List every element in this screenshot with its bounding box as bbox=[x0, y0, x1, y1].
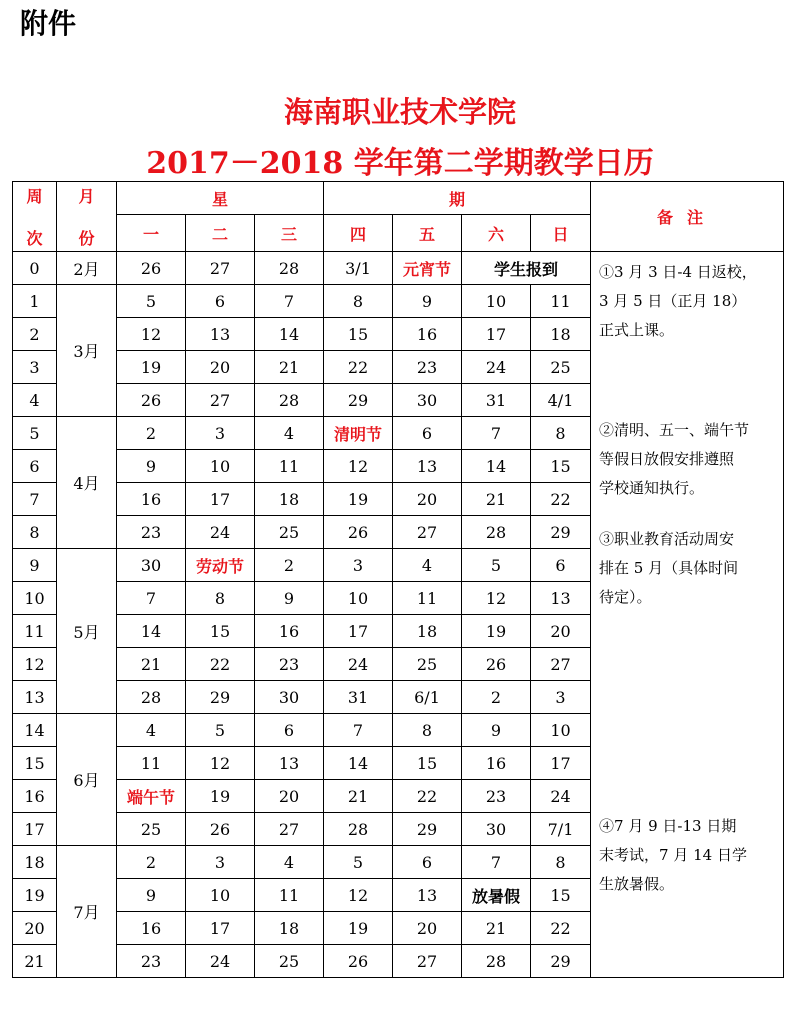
day-cell: 9 bbox=[117, 450, 186, 483]
day-cell: 8 bbox=[531, 846, 591, 879]
day-cell: 11 bbox=[255, 879, 324, 912]
day-cell: 25 bbox=[117, 813, 186, 846]
remark-note-line: 待定）。 bbox=[599, 588, 652, 606]
day-cell: 14 bbox=[324, 747, 393, 780]
day-cell: 8 bbox=[324, 285, 393, 318]
day-cell: 9 bbox=[117, 879, 186, 912]
remark-note-line: 末考试，7 月 14 日学 bbox=[599, 846, 747, 864]
note-spacer bbox=[599, 503, 779, 525]
holiday-cell: 端午节 bbox=[117, 780, 186, 813]
day-cell: 7 bbox=[117, 582, 186, 615]
remark-note-line: ①3 月 3 日-4 日返校， bbox=[599, 263, 757, 281]
day-cell: 22 bbox=[393, 780, 462, 813]
week-number: 19 bbox=[13, 879, 57, 912]
day-cell: 27 bbox=[186, 252, 255, 285]
day-cell: 20 bbox=[255, 780, 324, 813]
day-cell: 19 bbox=[186, 780, 255, 813]
remark-note-line: ③职业教育活动周安 bbox=[599, 530, 735, 548]
college-title: 海南职业技术学院 bbox=[283, 95, 516, 129]
day-cell: 23 bbox=[117, 945, 186, 978]
day-cell: 4 bbox=[255, 417, 324, 450]
remark-note-line: 正式上课。 bbox=[599, 321, 675, 339]
day-cell: 24 bbox=[186, 945, 255, 978]
day-cell: 19 bbox=[462, 615, 531, 648]
day-cell: 30 bbox=[393, 384, 462, 417]
day-cell: 9 bbox=[462, 714, 531, 747]
week-number: 11 bbox=[13, 615, 57, 648]
day-cell: 25 bbox=[255, 516, 324, 549]
month-cell: 6月 bbox=[57, 714, 117, 846]
day-cell: 13 bbox=[393, 450, 462, 483]
day-cell: 7 bbox=[462, 846, 531, 879]
day-cell: 2 bbox=[117, 846, 186, 879]
day-cell: 17 bbox=[186, 483, 255, 516]
day-cell: 3/1 bbox=[324, 252, 393, 285]
weekday-group-header-left: 星 bbox=[117, 182, 324, 215]
event-cell: 学生报到 bbox=[462, 252, 591, 285]
day-cell: 12 bbox=[462, 582, 531, 615]
remark-note-line: 等假日放假安排遵照 bbox=[599, 450, 735, 468]
day-cell: 30 bbox=[117, 549, 186, 582]
day-cell: 10 bbox=[186, 879, 255, 912]
day-cell: 23 bbox=[462, 780, 531, 813]
day-cell: 16 bbox=[255, 615, 324, 648]
day-cell: 12 bbox=[324, 450, 393, 483]
day-cell: 18 bbox=[531, 318, 591, 351]
day-cell: 29 bbox=[324, 384, 393, 417]
day-cell: 30 bbox=[255, 681, 324, 714]
day-cell: 12 bbox=[117, 318, 186, 351]
day-cell: 4/1 bbox=[531, 384, 591, 417]
day-cell: 24 bbox=[462, 351, 531, 384]
day-cell: 20 bbox=[393, 483, 462, 516]
day-cell: 12 bbox=[324, 879, 393, 912]
remarks-cell bbox=[591, 252, 784, 978]
week-number: 5 bbox=[13, 417, 57, 450]
day-cell: 23 bbox=[255, 648, 324, 681]
day-cell: 29 bbox=[531, 945, 591, 978]
holiday-cell: 元宵节 bbox=[393, 252, 462, 285]
day-cell: 9 bbox=[393, 285, 462, 318]
weekday-header: 六 bbox=[462, 215, 531, 252]
calendar-title: 2017－2018 学年第二学期教学日历 bbox=[146, 146, 654, 181]
day-cell: 18 bbox=[255, 483, 324, 516]
remark-note-line: 3 月 5 日（正月 18） bbox=[599, 292, 747, 310]
day-cell: 19 bbox=[324, 483, 393, 516]
day-cell: 17 bbox=[324, 615, 393, 648]
remark-note-line: 学校通知执行。 bbox=[599, 479, 705, 497]
day-cell: 13 bbox=[186, 318, 255, 351]
week-number: 21 bbox=[13, 945, 57, 978]
day-cell: 21 bbox=[324, 780, 393, 813]
day-cell: 15 bbox=[531, 450, 591, 483]
remark-note-line: 排在 5 月（具体时间 bbox=[599, 559, 739, 577]
day-cell: 27 bbox=[186, 384, 255, 417]
day-cell: 13 bbox=[393, 879, 462, 912]
day-cell: 22 bbox=[531, 912, 591, 945]
day-cell: 24 bbox=[531, 780, 591, 813]
day-cell: 26 bbox=[117, 252, 186, 285]
day-cell: 28 bbox=[462, 516, 531, 549]
week-number: 4 bbox=[13, 384, 57, 417]
day-cell: 15 bbox=[324, 318, 393, 351]
day-cell: 20 bbox=[393, 912, 462, 945]
week-number: 17 bbox=[13, 813, 57, 846]
day-cell: 27 bbox=[393, 945, 462, 978]
day-cell: 25 bbox=[255, 945, 324, 978]
note-spacer bbox=[599, 612, 779, 812]
day-cell: 15 bbox=[531, 879, 591, 912]
day-cell: 19 bbox=[117, 351, 186, 384]
day-cell: 7 bbox=[255, 285, 324, 318]
day-cell: 14 bbox=[117, 615, 186, 648]
day-cell: 28 bbox=[255, 252, 324, 285]
day-cell: 26 bbox=[324, 945, 393, 978]
day-cell: 11 bbox=[393, 582, 462, 615]
month-cell: 3月 bbox=[57, 285, 117, 417]
day-cell: 11 bbox=[531, 285, 591, 318]
day-cell: 27 bbox=[255, 813, 324, 846]
day-cell: 26 bbox=[186, 813, 255, 846]
day-cell: 6 bbox=[393, 417, 462, 450]
day-cell: 23 bbox=[117, 516, 186, 549]
day-cell: 2 bbox=[117, 417, 186, 450]
holiday-cell: 清明节 bbox=[324, 417, 393, 450]
day-cell: 3 bbox=[324, 549, 393, 582]
day-cell: 13 bbox=[255, 747, 324, 780]
day-cell: 7 bbox=[462, 417, 531, 450]
day-cell: 18 bbox=[393, 615, 462, 648]
day-cell: 19 bbox=[324, 912, 393, 945]
day-cell: 24 bbox=[324, 648, 393, 681]
day-cell: 10 bbox=[462, 285, 531, 318]
month-cell: 4月 bbox=[57, 417, 117, 549]
week-number: 18 bbox=[13, 846, 57, 879]
day-cell: 26 bbox=[324, 516, 393, 549]
note-spacer bbox=[599, 345, 779, 416]
week-number: 14 bbox=[13, 714, 57, 747]
attachment-label: 附件 bbox=[20, 7, 77, 40]
day-cell: 16 bbox=[393, 318, 462, 351]
remarks-header: 备注 bbox=[591, 182, 784, 252]
day-cell: 26 bbox=[117, 384, 186, 417]
day-cell: 26 bbox=[462, 648, 531, 681]
day-cell: 31 bbox=[462, 384, 531, 417]
day-cell: 6 bbox=[255, 714, 324, 747]
day-cell: 17 bbox=[531, 747, 591, 780]
week-number: 10 bbox=[13, 582, 57, 615]
day-cell: 11 bbox=[255, 450, 324, 483]
week-no-header: 周 次 bbox=[13, 182, 57, 252]
weekday-group-header-right: 期 bbox=[324, 182, 591, 215]
week-number: 3 bbox=[13, 351, 57, 384]
day-cell: 16 bbox=[462, 747, 531, 780]
week-number: 12 bbox=[13, 648, 57, 681]
day-cell: 21 bbox=[462, 483, 531, 516]
day-cell: 10 bbox=[186, 450, 255, 483]
weekday-header: 一 bbox=[117, 215, 186, 252]
day-cell: 7 bbox=[324, 714, 393, 747]
day-cell: 23 bbox=[393, 351, 462, 384]
week-number: 20 bbox=[13, 912, 57, 945]
remark-note-line: ②清明、五一、端午节 bbox=[599, 421, 750, 439]
day-cell: 5 bbox=[324, 846, 393, 879]
day-cell: 24 bbox=[186, 516, 255, 549]
month-header: 月 份 bbox=[57, 182, 117, 252]
week-number: 8 bbox=[13, 516, 57, 549]
day-cell: 8 bbox=[393, 714, 462, 747]
day-cell: 13 bbox=[531, 582, 591, 615]
week-number: 13 bbox=[13, 681, 57, 714]
day-cell: 4 bbox=[117, 714, 186, 747]
week-number: 2 bbox=[13, 318, 57, 351]
day-cell: 21 bbox=[462, 912, 531, 945]
day-cell: 15 bbox=[186, 615, 255, 648]
day-cell: 5 bbox=[462, 549, 531, 582]
day-cell: 22 bbox=[324, 351, 393, 384]
remark-note-line: ④7 月 9 日-13 日期 bbox=[599, 817, 737, 835]
day-cell: 27 bbox=[531, 648, 591, 681]
week-number: 7 bbox=[13, 483, 57, 516]
week-number: 9 bbox=[13, 549, 57, 582]
day-cell: 4 bbox=[393, 549, 462, 582]
day-cell: 22 bbox=[186, 648, 255, 681]
day-cell: 11 bbox=[117, 747, 186, 780]
day-cell: 29 bbox=[531, 516, 591, 549]
day-cell: 2 bbox=[462, 681, 531, 714]
day-cell: 28 bbox=[324, 813, 393, 846]
day-cell: 14 bbox=[462, 450, 531, 483]
weekday-header: 日 bbox=[531, 215, 591, 252]
day-cell: 9 bbox=[255, 582, 324, 615]
day-cell: 8 bbox=[531, 417, 591, 450]
teaching-calendar-table bbox=[12, 181, 784, 978]
day-cell: 16 bbox=[117, 483, 186, 516]
day-cell: 6 bbox=[186, 285, 255, 318]
week-number: 16 bbox=[13, 780, 57, 813]
day-cell: 21 bbox=[255, 351, 324, 384]
day-cell: 3 bbox=[186, 846, 255, 879]
day-cell: 5 bbox=[186, 714, 255, 747]
day-cell: 7/1 bbox=[531, 813, 591, 846]
day-cell: 10 bbox=[324, 582, 393, 615]
day-cell: 10 bbox=[531, 714, 591, 747]
day-cell: 21 bbox=[117, 648, 186, 681]
month-cell: 7月 bbox=[57, 846, 117, 978]
day-cell: 29 bbox=[393, 813, 462, 846]
day-cell: 18 bbox=[255, 912, 324, 945]
weekday-header: 四 bbox=[324, 215, 393, 252]
week-number: 6 bbox=[13, 450, 57, 483]
month-cell: 5月 bbox=[57, 549, 117, 714]
day-cell: 20 bbox=[531, 615, 591, 648]
day-cell: 8 bbox=[186, 582, 255, 615]
remark-note-line: 生放暑假。 bbox=[599, 875, 675, 893]
weekday-header: 二 bbox=[186, 215, 255, 252]
day-cell: 6 bbox=[393, 846, 462, 879]
day-cell: 28 bbox=[117, 681, 186, 714]
weekday-header: 五 bbox=[393, 215, 462, 252]
day-cell: 6/1 bbox=[393, 681, 462, 714]
day-cell: 30 bbox=[462, 813, 531, 846]
day-cell: 6 bbox=[531, 549, 591, 582]
day-cell: 14 bbox=[255, 318, 324, 351]
day-cell: 5 bbox=[117, 285, 186, 318]
day-cell: 22 bbox=[531, 483, 591, 516]
day-cell: 15 bbox=[393, 747, 462, 780]
day-cell: 2 bbox=[255, 549, 324, 582]
week-row bbox=[13, 252, 784, 285]
holiday-cell: 劳动节 bbox=[186, 549, 255, 582]
day-cell: 3 bbox=[186, 417, 255, 450]
day-cell: 28 bbox=[255, 384, 324, 417]
week-number: 15 bbox=[13, 747, 57, 780]
day-cell: 17 bbox=[186, 912, 255, 945]
day-cell: 25 bbox=[393, 648, 462, 681]
day-cell: 28 bbox=[462, 945, 531, 978]
weekday-header: 三 bbox=[255, 215, 324, 252]
day-cell: 29 bbox=[186, 681, 255, 714]
week-number: 0 bbox=[13, 252, 57, 285]
day-cell: 12 bbox=[186, 747, 255, 780]
day-cell: 27 bbox=[393, 516, 462, 549]
week-number: 1 bbox=[13, 285, 57, 318]
day-cell: 25 bbox=[531, 351, 591, 384]
day-cell: 4 bbox=[255, 846, 324, 879]
day-cell: 17 bbox=[462, 318, 531, 351]
day-cell: 31 bbox=[324, 681, 393, 714]
day-cell: 3 bbox=[531, 681, 591, 714]
month-cell: 2月 bbox=[57, 252, 117, 285]
event-cell: 放暑假 bbox=[462, 879, 531, 912]
day-cell: 16 bbox=[117, 912, 186, 945]
day-cell: 20 bbox=[186, 351, 255, 384]
